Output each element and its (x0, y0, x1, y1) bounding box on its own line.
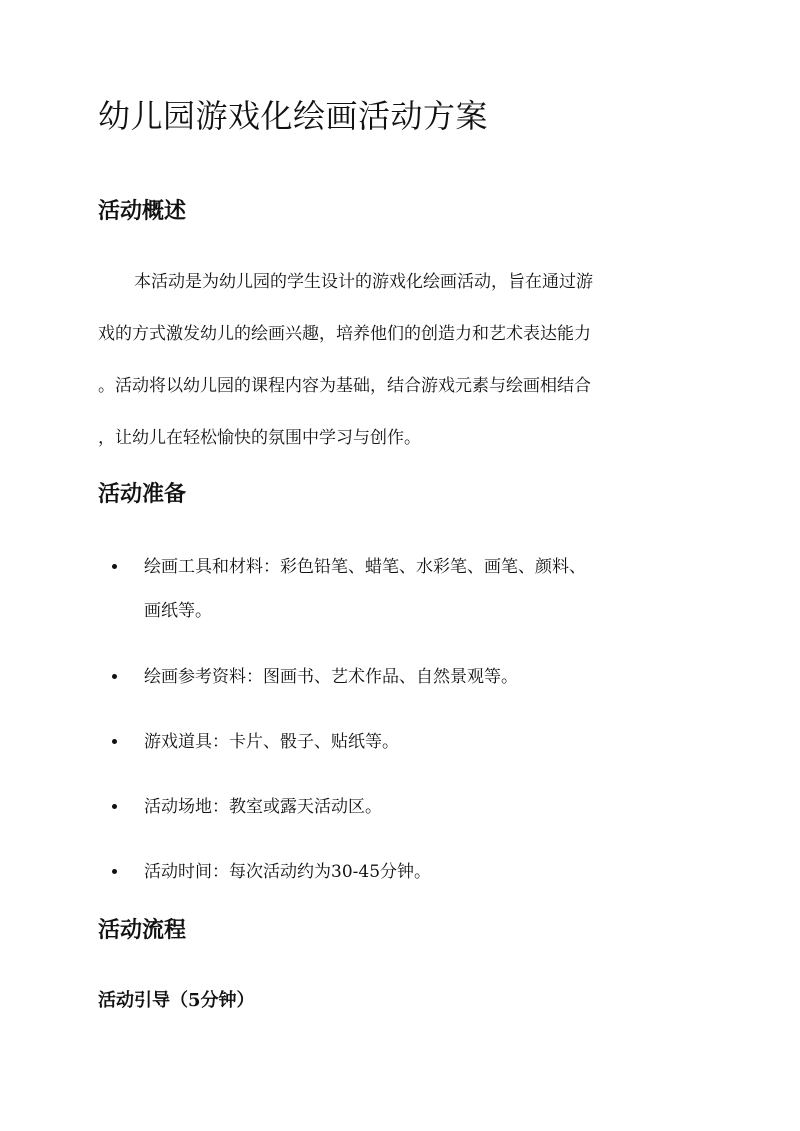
list-item-text: 绘画工具和材料：彩色铅笔、蜡笔、水彩笔、画笔、颜料、 (144, 557, 586, 577)
bullet-icon (112, 564, 117, 569)
subsection-heading-guidance: 活动引导（5分钟） (98, 990, 255, 1011)
section-heading-preparation: 活动准备 (98, 481, 187, 507)
overview-paragraph-line: 。活动将以幼儿园的课程内容为基础，结合游戏元素与绘画相结合 (98, 376, 591, 396)
bullet-icon (112, 674, 117, 679)
document-title: 幼儿园游戏化绘画活动方案 (98, 97, 489, 135)
bullet-icon (112, 869, 117, 874)
section-heading-overview: 活动概述 (98, 198, 187, 224)
list-item-text: 游戏道具：卡片、骰子、贴纸等。 (144, 732, 399, 752)
overview-paragraph-line: 戏的方式激发幼儿的绘画兴趣，培养他们的创造力和艺术表达能力 (98, 324, 591, 344)
overview-paragraph-line: ，让幼儿在轻松愉快的氛围中学习与创作。 (98, 428, 421, 448)
list-item-text: 活动时间：每次活动约为30-45分钟。 (144, 862, 432, 882)
list-item-text-continued: 画纸等。 (144, 601, 212, 621)
overview-paragraph (98, 267, 702, 475)
list-item-text: 绘画参考资料：图画书、艺术作品、自然景观等。 (144, 667, 518, 687)
list-item-text: 活动场地：教室或露天活动区。 (144, 797, 382, 817)
section-heading-process: 活动流程 (98, 917, 187, 943)
overview-paragraph-line: 本活动是为幼儿园的学生设计的游戏化绘画活动，旨在通过游 (134, 272, 593, 292)
bullet-icon (112, 739, 117, 744)
bullet-icon (112, 804, 117, 809)
